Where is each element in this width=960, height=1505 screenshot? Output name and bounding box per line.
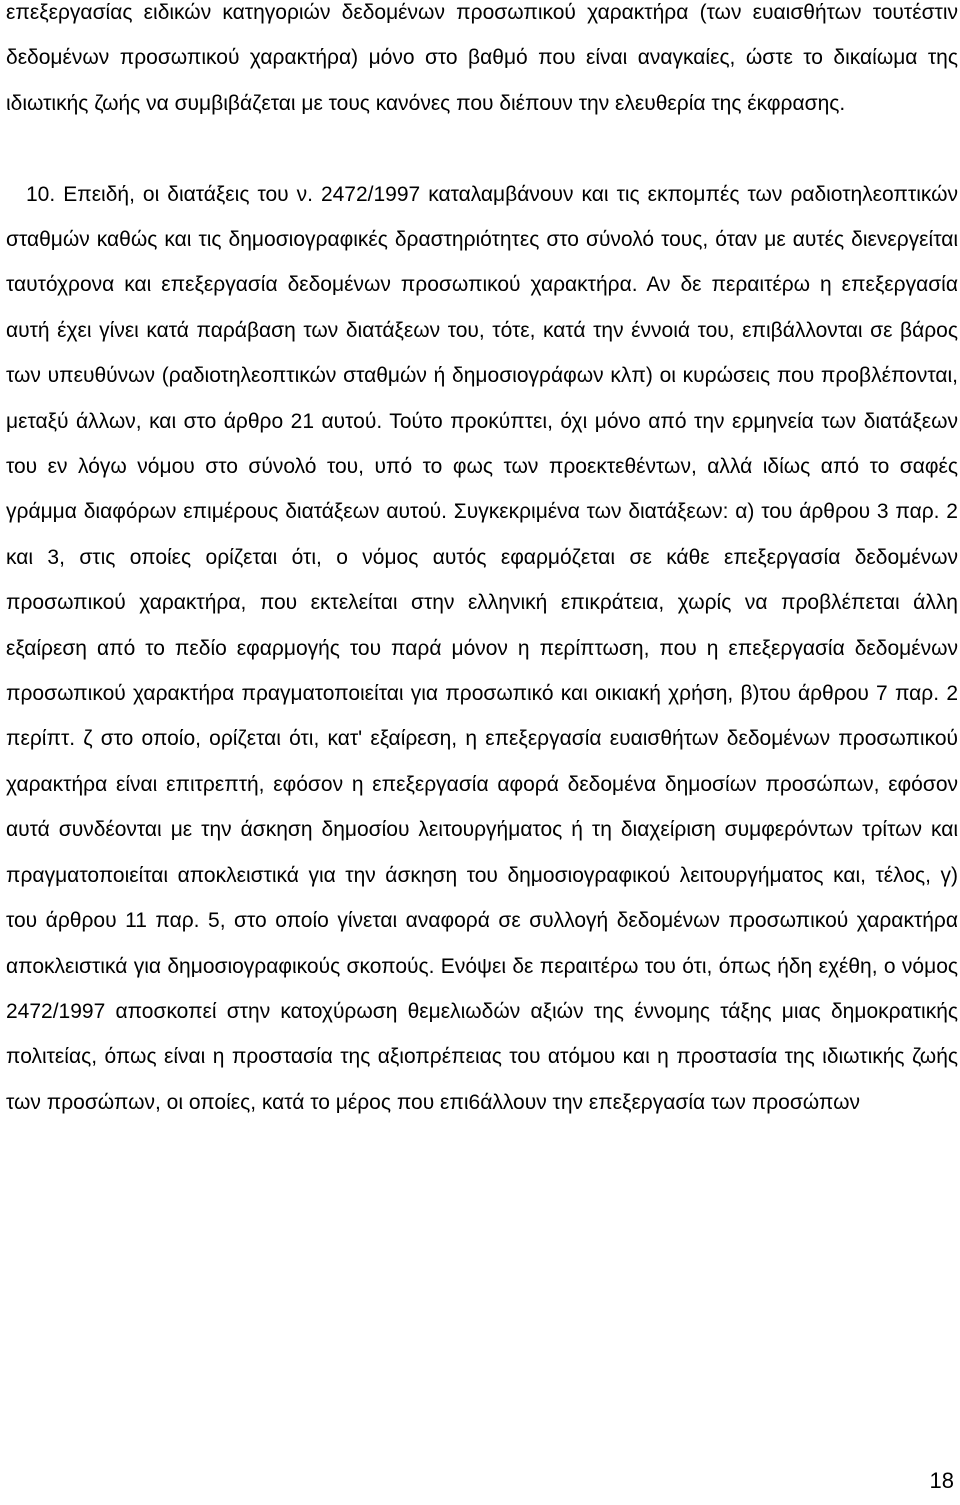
paragraph-continued: επεξεργασίας ειδικών κατηγοριών δεδομένων προσωπικού χαρακτήρα (των ευαισθήτων τουτέστιν δεδομένων προσωπικού χαρακτήρα) μόνο στο βαθμό που είναι αναγκαίες, ώστε το δικαίωμα της ιδιωτικής ζωής να συμβιβάζεται με τους κανόνες που διέπουν την ελευθερία της έκφρασης.: [6, 1, 958, 115]
paragraph-point-10: 10. Επειδή, οι διατάξεις του ν. 2472/1997 καταλαμβάνουν και τις εκπομπές των ραδιοτηλεοπτικών σταθμών καθώς και τις δημοσιογραφικές δραστηριότητες στο σύνολό τους, όταν με αυτές διενεργείται ταυτόχρονα και επεξεργασία δεδομένων προσωπικού χαρακτήρα. Αν δε περαιτέρω η επεξεργασία αυτή έχει γίνει κατά παράβαση των διατάξεων του, τότε, κατά την έννοιά του, επιβάλλονται σε βάρος των υπευθύνων (ραδιοτηλεοπτικών σταθμών ή δημοσιογράφων κλπ) οι κυρώσεις που προβλέπονται, μεταξύ άλλων, και στο άρθρο 21 αυτού. Τούτο προκύπτει, όχι μόνο από την ερμηνεία των διατάξεων του εν λόγω νόμου στο σύνολό του, υπό το φως των προεκτεθέντων, αλλά ιδίως από το σαφές γράμμα διαφόρων επιμέρους διατάξεων αυτού. Συγκεκριμένα των διατάξεων: α) του άρθρου 3 παρ. 2 και 3, στις οποίες ορίζεται ότι, ο νόμος αυτός εφαρμόζεται σε κάθε επεξεργασία δεδομένων προσωπικού χαρακτήρα, που εκτελείται στην ελληνική επικράτεια, χωρίς να προβλέπεται άλλη εξαίρεση από το πεδίο εφαρμογής του παρά μόνον η περίπτωση, που η επεξεργασία δεδομένων προσωπικού χαρακτήρα πραγματοποιείται για προσωπικό και οικιακή χρήση, β)του άρθρου 7 παρ. 2 περίπτ. ζ στο οποίο, ορίζεται ότι, κατ' εξαίρεση, η επεξεργασία ευαισθήτων δεδομένων προσωπικού χαρακτήρα είναι επιτρεπτή, εφόσον η επεξεργασία αφορά δεδομένα δημοσίων προσώπων, εφόσον αυτά συνδέονται με την άσκηση δημοσίου λειτουργήματος ή τη διαχείριση συμφερόντων τρίτων και πραγματοποιείται αποκλειστικά για την άσκηση του δημοσιογραφικού λειτουργήματος και, τέλος, γ) του άρθρου 11 παρ. 5, στο οποίο γίνεται αναφορά σε συλλογή δεδομένων προσωπικού χαρακτήρα αποκλειστικά για δημοσιογραφικούς σκοπούς. Ενόψει δε περαιτέρω του ότι, όπως ήδη εχέθη, ο νόμος 2472/1997 αποσκοπεί στην κατοχύρωση θεμελιωδών αξιών της έννομης τάξης μιας δημοκρατικής πολιτείας, όπως είναι η προστασία της αξιοπρέπειας του ατόμου και η προστασία της ιδιωτικής ζωής των προσώπων, οι οποίες, κατά το μέρος που επι6άλλουν την επεξεργασία των προσώπων: [6, 182, 958, 1114]
page-number: 18: [929, 1468, 954, 1493]
document-page: [6, 0, 958, 1125]
